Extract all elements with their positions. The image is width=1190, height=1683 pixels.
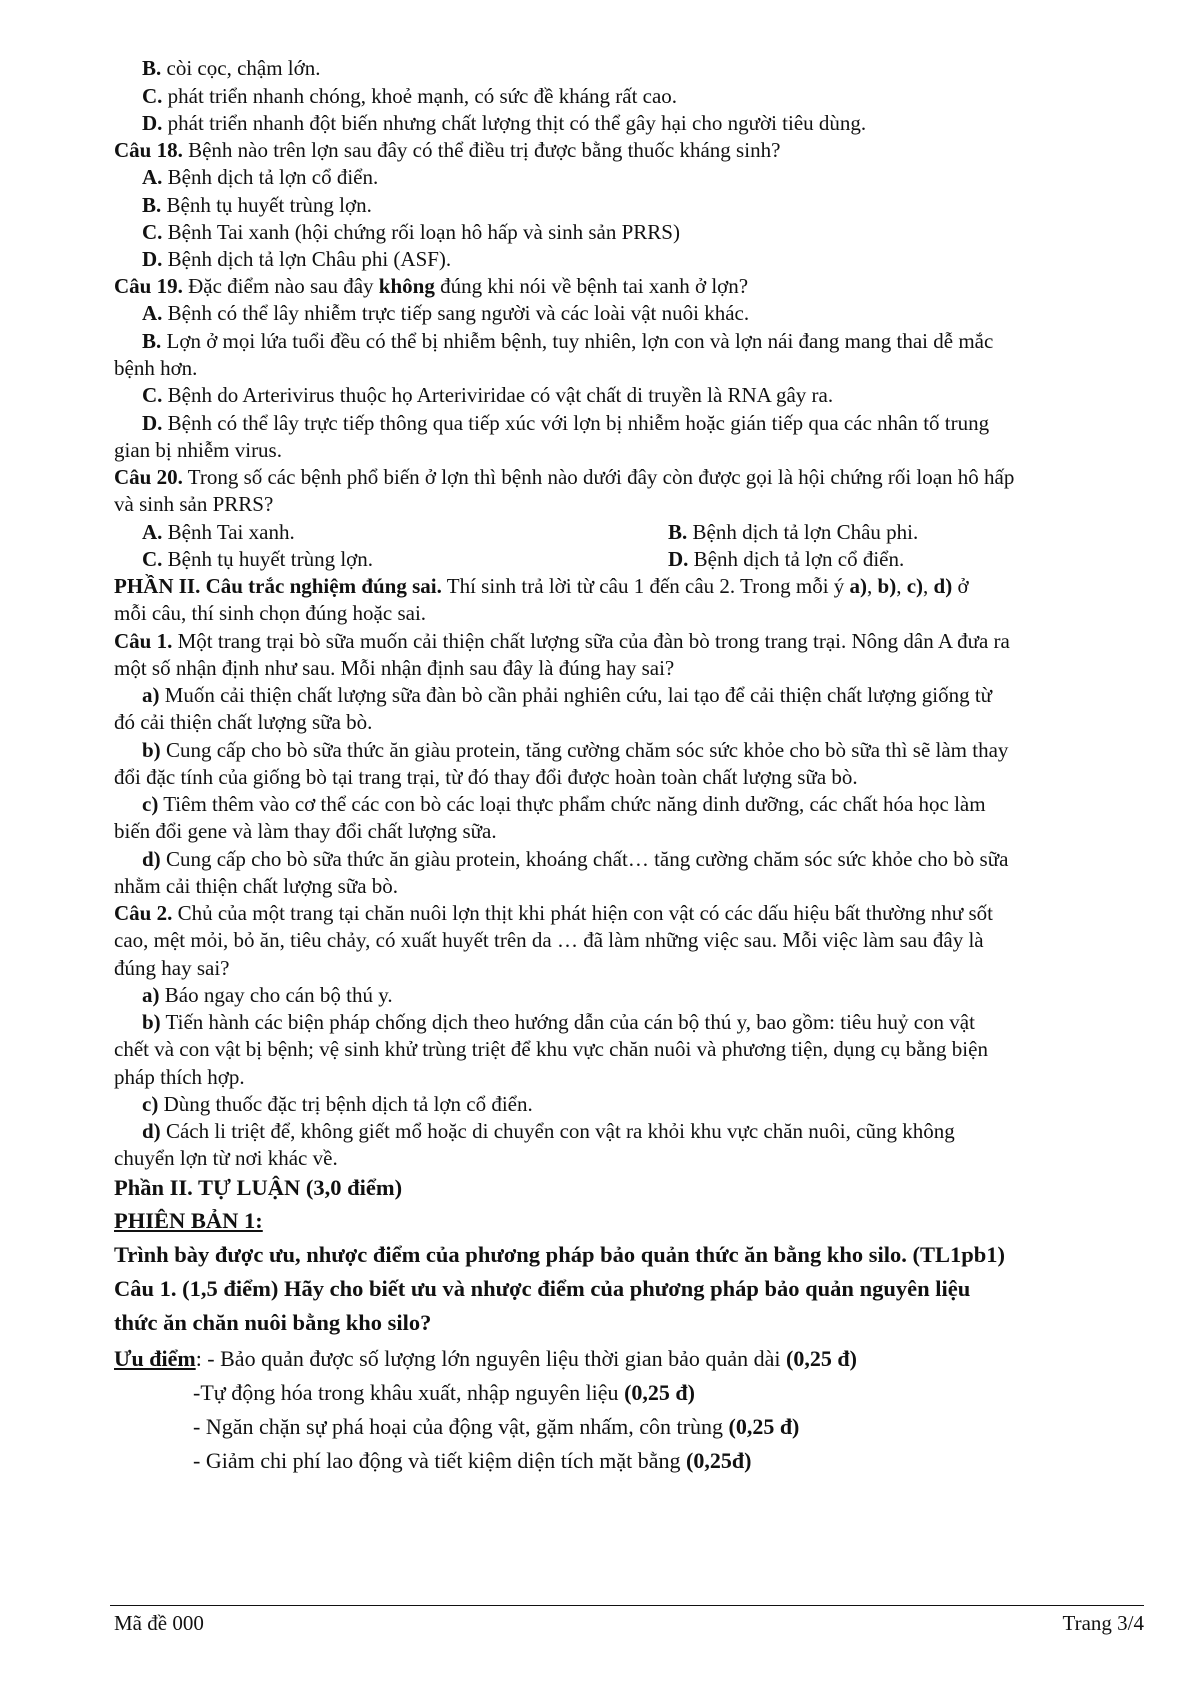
option-19a: A. Bệnh có thể lây nhiễm trực tiếp sang người và các loài vật nuôi khác. <box>142 301 750 325</box>
option-20d: D. Bệnh dịch tả lợn cổ điển. <box>668 547 905 571</box>
page-number: Trang 3/4 <box>1062 1611 1144 1635</box>
essay-heading: Phần II. TỰ LUẬN (3,0 điểm) <box>114 1175 403 1200</box>
tf-2a: a) Báo ngay cho cán bộ thú y. <box>142 983 393 1007</box>
advantage-4: - Giảm chi phí lao động và tiết kiệm diện tích mặt bằng (0,25đ) <box>193 1448 752 1473</box>
option-20a: A. Bệnh Tai xanh. <box>142 520 295 544</box>
essay-question-1-cont: thức ăn chăn nuôi bằng kho silo? <box>114 1310 432 1335</box>
essay-topic: Trình bày được ưu, nhược điểm của phương pháp bảo quản thức ăn bằng kho silo. (TL1pb1) <box>114 1242 1006 1267</box>
option-19b-cont: bệnh hơn. <box>114 356 198 380</box>
question-20: Câu 20. Trong số các bệnh phổ biến ở lợn thì bệnh nào dưới đây còn được gọi là hội chứng rối loạn hô hấp <box>114 465 1015 489</box>
tf-1c: c) Tiêm thêm vào cơ thể các con bò các loại thực phẩm chức năng dinh dưỡng, các chất hóa học làm <box>142 792 986 816</box>
tf-1b: b) Cung cấp cho bò sữa thức ăn giàu protein, tăng cường chăm sóc sức khỏe cho bò sữa thì sẽ làm thay <box>142 738 1009 762</box>
tf-1a-cont: đó cải thiện chất lượng sữa bò. <box>114 710 373 734</box>
tf-question-2-cont1: cao, mệt mỏi, bỏ ăn, tiêu chảy, có xuất huyết trên da … đã làm những việc sau. Mỗi việc làm sau đây là <box>114 928 984 952</box>
option-20c: C. Bệnh tụ huyết trùng lợn. <box>142 547 374 571</box>
part2-heading-cont: mỗi câu, thí sinh chọn đúng hoặc sai. <box>114 601 427 625</box>
option-17d: D. phát triển nhanh đột biến nhưng chất lượng thịt có thể gây hại cho người tiêu dùng. <box>142 111 867 135</box>
option-18a: A. Bệnh dịch tả lợn cổ điển. <box>142 165 379 189</box>
option-19b: B. Lợn ở mọi lứa tuổi đều có thể bị nhiễm bệnh, tuy nhiên, lợn con và lợn nái đang mang thai dễ mắc <box>142 329 994 353</box>
tf-question-2: Câu 2. Chủ của một trang tại chăn nuôi lợn thịt khi phát hiện con vật có các dấu hiệu bất thường như sốt <box>114 901 993 925</box>
tf-2b-cont1: chết và con vật bị bệnh; vệ sinh khử trùng triệt để khu vực chăn nuôi và phương tiện, dụng cụ bằng biện <box>114 1037 988 1061</box>
option-18c: C. Bệnh Tai xanh (hội chứng rối loạn hô hấp và sinh sản PRRS) <box>142 220 680 244</box>
tf-2c: c) Dùng thuốc đặc trị bệnh dịch tả lợn cổ điển. <box>142 1092 533 1116</box>
option-19d: D. Bệnh có thể lây trực tiếp thông qua tiếp xúc với lợn bị nhiễm hoặc gián tiếp qua các nhân tố trung <box>142 411 990 435</box>
tf-1a: a) Muốn cải thiện chất lượng sữa đàn bò cần phải nghiên cứu, lai tạo để cải thiện chất lượng giống từ <box>142 683 993 707</box>
tf-question-1: Câu 1. Một trang trại bò sữa muốn cải thiện chất lượng sữa của đàn bò trong trang trại. Nông dân A đưa ra <box>114 629 1010 653</box>
footer-divider <box>110 1605 1144 1606</box>
option-20b: B. Bệnh dịch tả lợn Châu phi. <box>668 520 919 544</box>
tf-2b: b) Tiến hành các biện pháp chống dịch theo hướng dẫn của cán bộ thú y, bao gồm: tiêu huỷ con vật <box>142 1010 975 1034</box>
question-20-cont: và sinh sản PRRS? <box>114 492 274 516</box>
tf-1d-cont: nhằm cải thiện chất lượng sữa bò. <box>114 874 399 898</box>
option-18b: B. Bệnh tụ huyết trùng lợn. <box>142 193 372 217</box>
question-18: Câu 18. Bệnh nào trên lợn sau đây có thể điều trị được bằng thuốc kháng sinh? <box>114 138 781 162</box>
version-heading: PHIÊN BẢN 1: <box>114 1208 263 1233</box>
advantage-1: Ưu điểm: - Bảo quản được số lượng lớn nguyên liệu thời gian bảo quản dài (0,25 đ) <box>114 1346 857 1371</box>
option-19d-cont: gian bị nhiễm virus. <box>114 438 282 462</box>
part2-heading: PHẦN II. Câu trắc nghiệm đúng sai. Thí sinh trả lời từ câu 1 đến câu 2. Trong mỗi ý a), b), c), d) ở <box>114 574 969 598</box>
tf-2d-cont: chuyển lợn từ nơi khác về. <box>114 1146 338 1170</box>
tf-2d: d) Cách li triệt để, không giết mổ hoặc di chuyển con vật ra khỏi khu vực chăn nuôi, cũng không <box>142 1119 955 1143</box>
tf-2b-cont2: pháp thích hợp. <box>114 1065 245 1089</box>
tf-1b-cont: đổi đặc tính của giống bò tại trang trại, từ đó thay đổi được hoàn toàn chất lượng sữa bò. <box>114 765 858 789</box>
option-17c: C. phát triển nhanh chóng, khoẻ mạnh, có sức đề kháng rất cao. <box>142 84 678 108</box>
advantage-2: -Tự động hóa trong khâu xuất, nhập nguyên liệu (0,25 đ) <box>193 1380 695 1405</box>
tf-1c-cont: biến đổi gene và làm thay đổi chất lượng sữa. <box>114 819 497 843</box>
option-18d: D. Bệnh dịch tả lợn Châu phi (ASF). <box>142 247 452 271</box>
essay-question-1: Câu 1. (1,5 điểm) Hãy cho biết ưu và nhược điểm của phương pháp bảo quản nguyên liệu <box>114 1276 971 1301</box>
question-19: Câu 19. Đặc điểm nào sau đây không đúng khi nói về bệnh tai xanh ở lợn? <box>114 274 749 298</box>
option-19c: C. Bệnh do Arterivirus thuộc họ Arteriviridae có vật chất di truyền là RNA gây ra. <box>142 383 834 407</box>
tf-question-2-cont2: đúng hay sai? <box>114 956 230 980</box>
exam-code: Mã đề 000 <box>114 1611 204 1635</box>
option-17b: B. còi cọc, chậm lớn. <box>142 56 321 80</box>
advantage-3: - Ngăn chặn sự phá hoại của động vật, gặm nhấm, côn trùng (0,25 đ) <box>193 1414 800 1439</box>
tf-1d: d) Cung cấp cho bò sữa thức ăn giàu protein, khoáng chất… tăng cường chăm sóc sức khỏe cho bò sữa <box>142 847 1009 871</box>
tf-question-1-cont: một số nhận định như sau. Mỗi nhận định sau đây là đúng hay sai? <box>114 656 675 680</box>
